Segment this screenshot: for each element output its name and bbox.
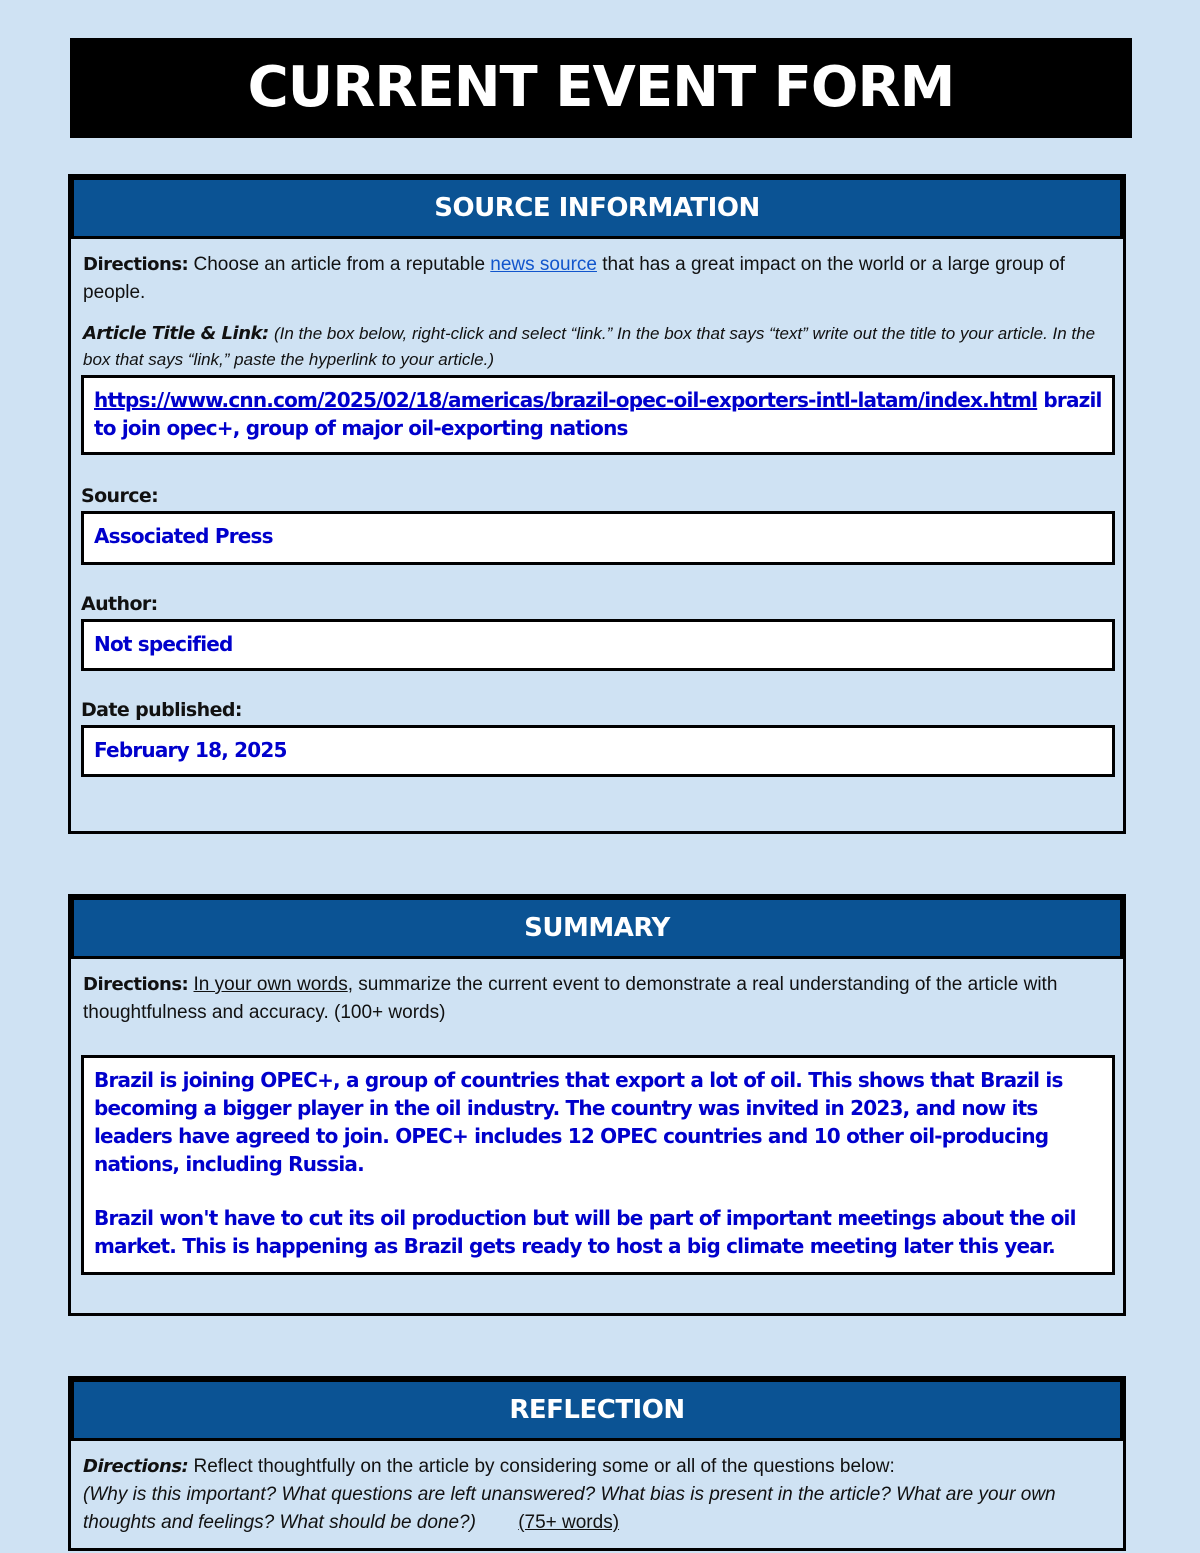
reflection-directions [71,1441,1123,1537]
directions-label: Directions: [83,1456,189,1477]
date-published-label: Date published: [81,699,242,721]
source-information-section [68,174,1126,834]
reflection-header: REFLECTION [71,1379,1123,1441]
summary-paragraph-1: Brazil is joining OPEC+, a group of countries that export a lot of oil. This shows that Brazil is becoming a bigger player in the oil industry. The country was invited in 2023, and now its leaders have agreed to join. OPEC+ includes 12 OPEC countries and 10 other oil-producing nations, including Russia. [94,1068,1063,1176]
reflection-word-count: (75+ words) [518,1512,620,1533]
source-directions [71,239,1123,307]
article-title-link-box[interactable] [81,375,1115,455]
summary-answer-box[interactable] [81,1055,1115,1275]
news-source-link[interactable]: news source [490,254,597,275]
author-label: Author: [81,593,158,615]
directions-text-2: that has a great impact on the world or a large group of people. [83,254,1065,303]
article-url-link[interactable]: https://www.cnn.com/2025/02/18/americas/brazil-opec-oil-exporters-intl-latam/index.html [94,388,1038,412]
directions-label: Directions: [83,254,189,275]
directions-text-1: Choose an article from a reputable [193,254,486,275]
reflection-directions-text: Reflect thoughtfully on the article by considering some or all of the questions below: [193,1456,895,1477]
summary-directions-text: , summarize the current event to demonstrate a real understanding of the article with thoughtfulness and accuracy. (100+ words) [83,974,1058,1023]
date-published-field[interactable]: February 18, 2025 [81,725,1115,777]
article-title: brazil to join opec+, group of major oil-exporting nations [94,388,1102,440]
own-words-emphasis: In your own words [193,974,348,995]
summary-section [68,894,1126,1316]
summary-directions [71,959,1123,1027]
directions-label: Directions: [83,974,189,995]
page-title: CURRENT EVENT FORM [70,38,1132,138]
reflection-section [68,1376,1126,1551]
summary-header: SUMMARY [71,897,1123,959]
title-link-directions [71,307,1123,373]
source-information-header: SOURCE INFORMATION [71,177,1123,239]
reflection-questions: (Why is this important? What questions are left unanswered? What bias is present in the article? What are your own thoughts and feelings? What should be done?) [83,1484,1056,1533]
title-link-instructions: (In the box below, right-click and select “link.” In the box that says “text” write out the title to your article. In the box that says “link,” paste the hyperlink to your article.) [83,324,1096,369]
title-link-label: Article Title & Link: [83,323,269,344]
source-label: Source: [81,485,159,507]
source-field[interactable]: Associated Press [81,511,1115,565]
author-field[interactable]: Not specified [81,619,1115,671]
summary-paragraph-2: Brazil won't have to cut its oil production but will be part of important meetings about the oil market. This is happening as Brazil gets ready to host a big climate meeting later this year. [94,1206,1076,1258]
